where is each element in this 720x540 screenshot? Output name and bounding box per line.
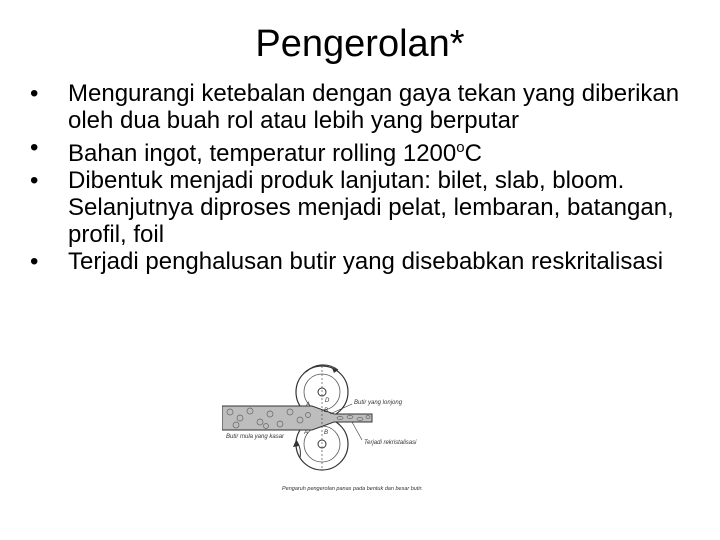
bullet-text-unit: C (464, 140, 482, 167)
label-coarse-grain: Butir mula yang kasar (226, 434, 285, 440)
degree-superscript: o (456, 139, 465, 156)
label-point-b-bottom: B (324, 430, 329, 436)
label-point-a-bottom: A (304, 430, 309, 436)
hot-rolling-diagram (222, 360, 462, 500)
bullet-symbol: • (30, 134, 39, 161)
bullet-list (30, 80, 690, 275)
label-point-d: D (325, 398, 330, 404)
label-recrystallization: Terjadi rekristalisasi (364, 440, 417, 446)
label-point-b-top: B (324, 408, 329, 414)
bullet-item (30, 134, 690, 167)
bullet-text: Dibentuk menjadi produk lanjutan: bilet, slab, bloom. Selanjutnya diproses menjadi pelat, lembaran, batangan, profil, foil (68, 167, 674, 248)
label-point-a-top: A (306, 402, 311, 408)
bullet-symbol: • (30, 167, 39, 194)
bullet-item (30, 248, 690, 275)
hot-rolling-figure (222, 360, 462, 500)
bullet-symbol: • (30, 80, 39, 107)
bullet-text: Terjadi penghalusan butir yang disebabkan reskritalisasi (68, 248, 664, 275)
bullet-symbol: • (30, 248, 39, 275)
bullet-text: Bahan ingot, temperatur rolling 1200 (68, 140, 457, 167)
bullet-item (30, 80, 690, 134)
bullet-item (30, 167, 690, 248)
figure-caption: Pengaruh pengerolan panas pada bentuk dan besar butir. (282, 486, 423, 492)
bullet-text: Mengurangi ketebalan dengan gaya tekan yang diberikan oleh dua buah rol atau lebih yang berputar (68, 80, 680, 134)
label-elongated-grain: Butir yang lonjong (354, 400, 403, 406)
workpiece (222, 366, 372, 470)
slide-title: Pengerolan* (255, 23, 465, 65)
